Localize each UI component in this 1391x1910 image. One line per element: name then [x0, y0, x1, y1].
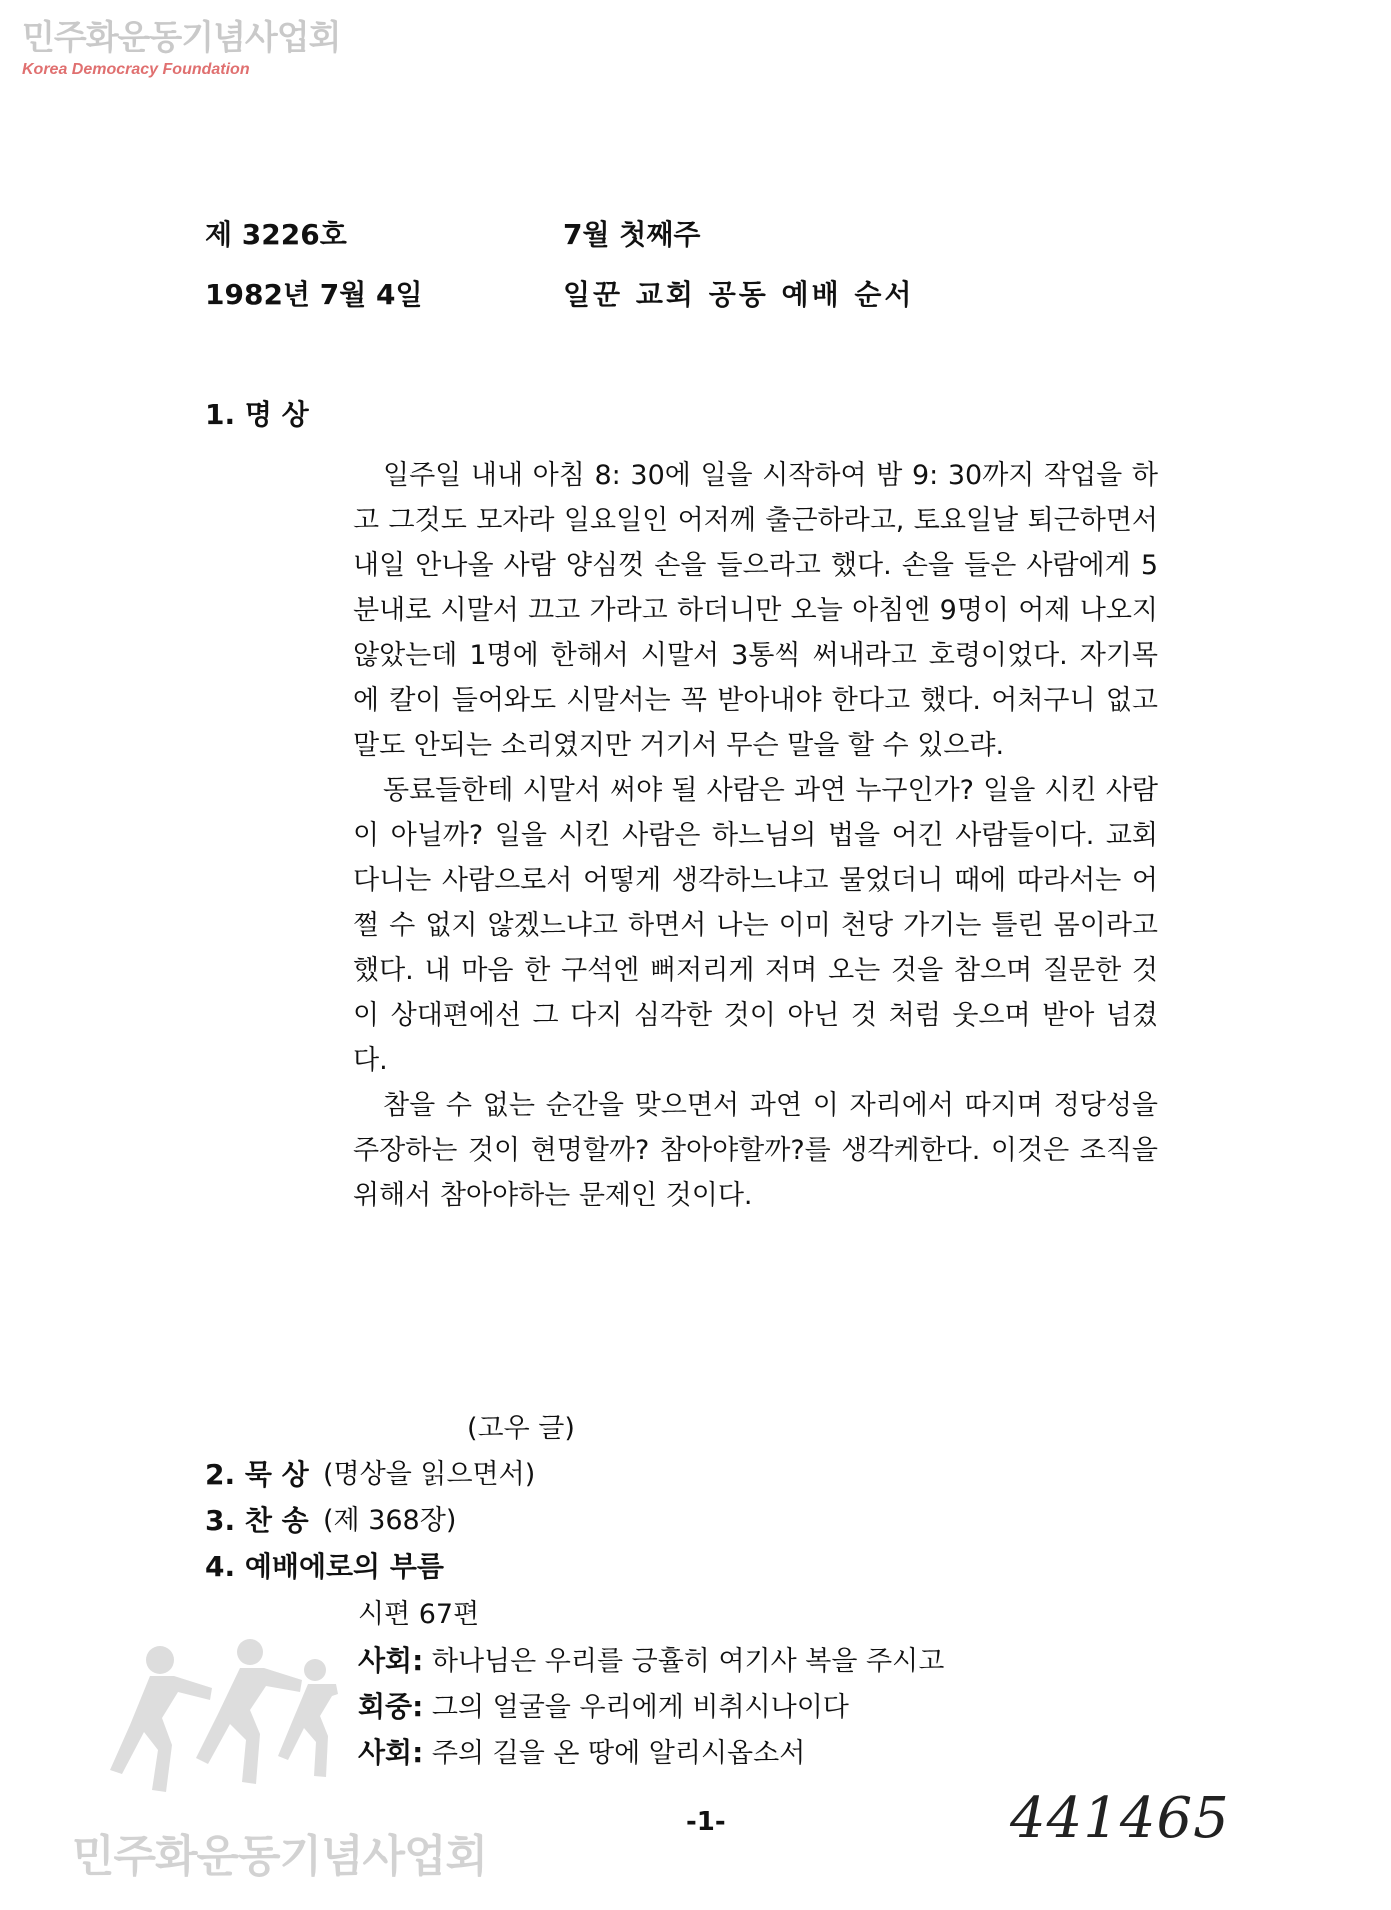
- response-role: 사회:: [358, 1644, 424, 1677]
- author-credit: (고우 글): [467, 1413, 575, 1444]
- doc-title: 일꾼 교회 공동 예배 순서: [563, 278, 915, 311]
- section-note-silent-prayer: (명상을 읽으면서): [323, 1459, 536, 1490]
- archive-number: 441465: [1010, 1786, 1230, 1851]
- watermark-bottom: 민주화운동기념사업회: [72, 1831, 488, 1882]
- response-line: [358, 1736, 805, 1771]
- response-text: 하나님은 우리를 긍휼히 여기사 복을 주시고: [431, 1646, 945, 1677]
- psalm-reference: 시편 67편: [358, 1599, 480, 1630]
- meditation-paragraph: 참을 수 없는 순간을 맞으면서 과연 이 자리에서 따지며 정당성을 주장하는 것이 현명할까? 참아야할까?를 생각케한다. 이것은 조직을 위해서 참아야하는 문제인 것이다.: [353, 1090, 1158, 1211]
- response-line: [358, 1690, 849, 1725]
- response-text: 주의 길을 온 땅에 알리시옵소서: [431, 1738, 806, 1769]
- section-label-call-to-worship: 4. 예배에로의 부름: [205, 1550, 444, 1583]
- watermark-korean: 민주화운동기념사업회: [22, 18, 341, 58]
- section-heading-meditation: 1. 명 상: [205, 398, 309, 431]
- page-number: -1-: [686, 1807, 726, 1837]
- meditation-body: [353, 453, 1158, 1218]
- response-role: 회중:: [358, 1690, 424, 1723]
- section-label-silent-prayer: 2. 묵 상: [205, 1458, 309, 1491]
- response-line: [358, 1644, 944, 1679]
- watermark-english: Korea Democracy Foundation: [22, 61, 250, 78]
- meditation-paragraph: 일주일 내내 아침 8: 30에 일을 시작하여 밤 9: 30까지 작업을 하고 그것도 모자라 일요일인 어저께 출근하라고, 토요일날 퇴근하면서 내일 안나올 사람 양심껏 손을 들으라고 했다. 손을 들은 사람에게 5분내로 시말서 끄고 가라고 하더니만 오늘 아침엔 9명이 어제 나오지 않았는데 1명에 한해서 시말서 3통씩 써내라고 호령이었다. 자기목에 칼이 들어와도 시말서는 꼭 받아내야 한다고 했다. 어처구니 없고 말도 안되는 소리였지만 거기서 무슨 말을 할 수 있으랴.: [353, 460, 1158, 761]
- watermark-runners-figure: [100, 1630, 340, 1800]
- response-text: 그의 얼굴을 우리에게 비취시나이다: [431, 1692, 849, 1723]
- response-role: 사회:: [358, 1736, 424, 1769]
- section-note-hymn: (제 368장): [323, 1505, 457, 1536]
- date: 1982년 7월 4일: [205, 278, 423, 311]
- doc-number: 제 3226호: [205, 218, 347, 251]
- meditation-paragraph: 동료들한테 시말서 써야 될 사람은 과연 누구인가? 일을 시킨 사람이 아닐까? 일을 시킨 사람은 하느님의 법을 어긴 사람들이다. 교회 다니는 사람으로서 어떻게 생각하느냐고 물었더니 때에 따라서는 어쩔 수 없지 않겠느냐고 하면서 나는 이미 천당 가기는 틀린 몸이라고 했다. 내 마음 한 구석엔 뻐저리게 저며 오는 것을 참으며 질문한 것이 상대편에선 그 다지 심각한 것이 아닌 것 처럼 웃으며 받아 넘겼다.: [353, 775, 1158, 1076]
- section-label-hymn: 3. 찬 송: [205, 1504, 309, 1537]
- watermark-top: [22, 18, 340, 80]
- week-label: 7월 첫째주: [563, 218, 701, 251]
